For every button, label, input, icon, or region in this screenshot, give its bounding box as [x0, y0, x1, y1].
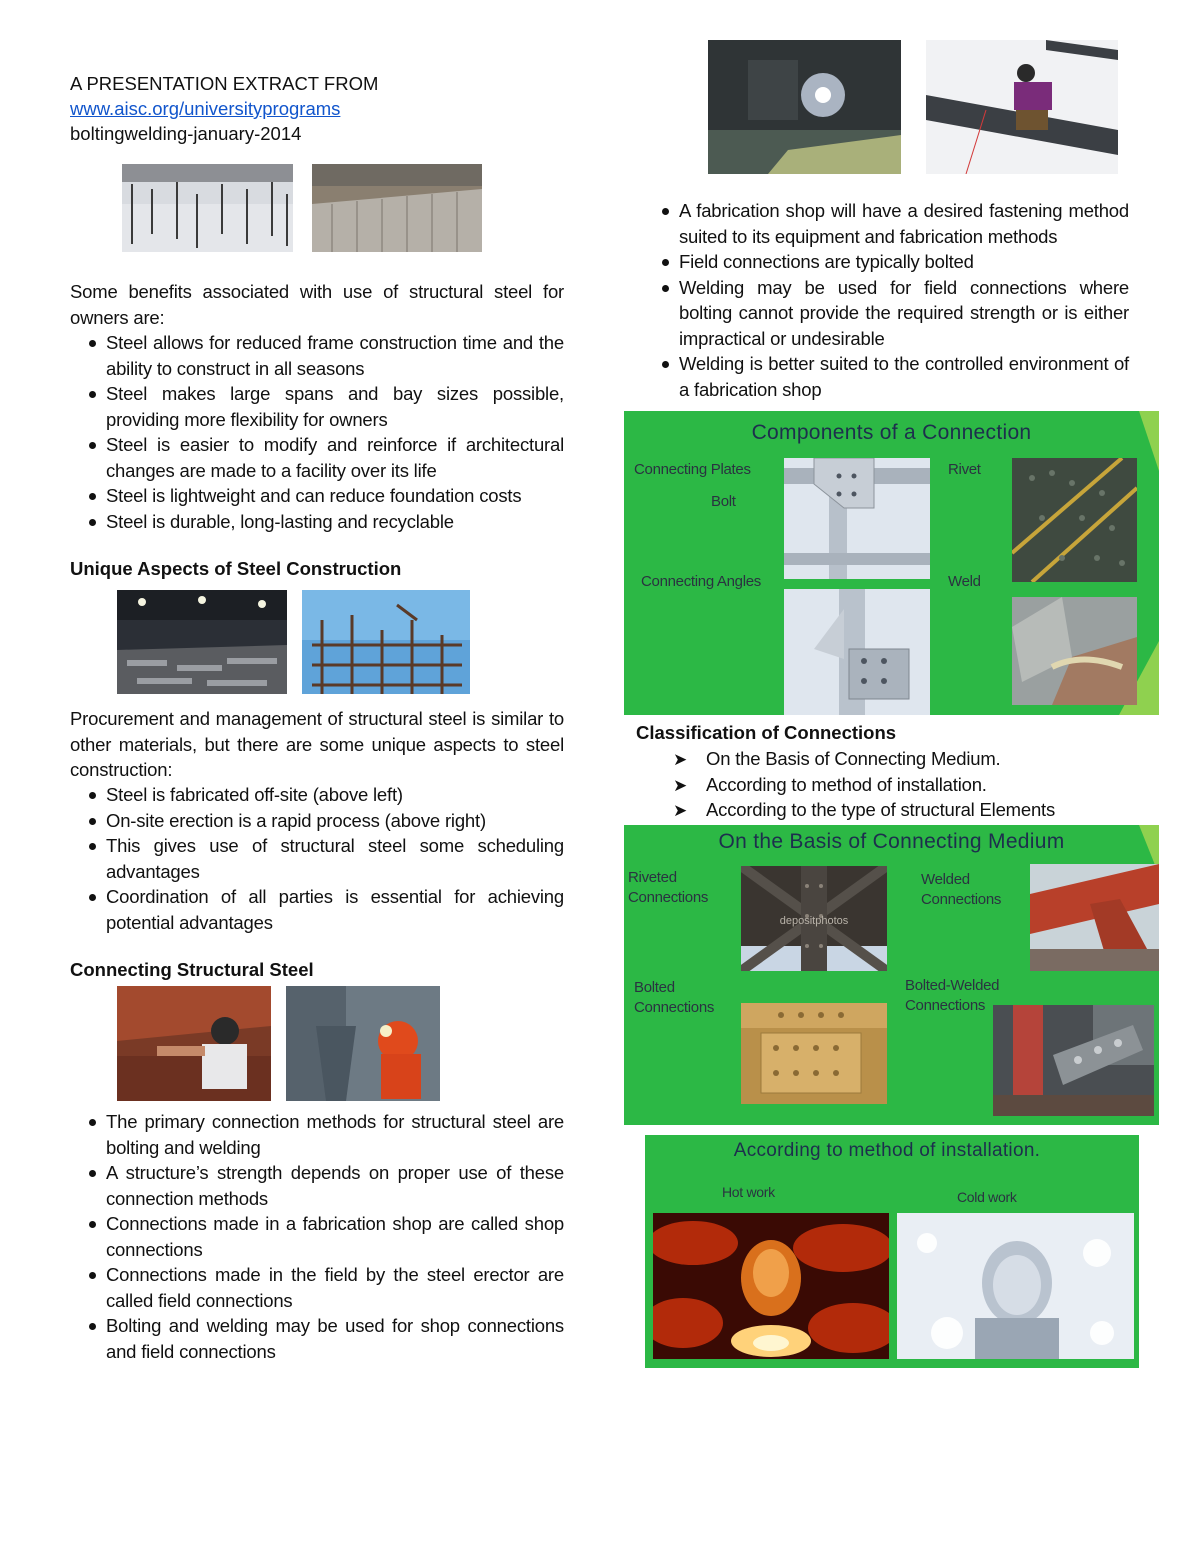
label-cold-work: Cold work [957, 1189, 1017, 1205]
right-bullet-list [643, 198, 1129, 402]
label-riveted-connections: Riveted Connections [628, 869, 709, 906]
bolted-connection-image [741, 1003, 887, 1104]
watermark-text: depositphotos [779, 915, 849, 927]
welded-connection-image [1030, 864, 1159, 971]
section-heading-unique: Unique Aspects of Steel Construction [70, 558, 402, 579]
list-item: Steel is easier to modify and reinforce if architectural changes are made to a facility over its life [70, 432, 564, 483]
list-item: Steel is fabricated off-site (above left) [70, 782, 564, 808]
label-weld: Weld [948, 573, 981, 590]
arrow-bullet-icon: ➤ [673, 750, 688, 769]
list-item: This gives use of structural steel some scheduling advantages [70, 833, 564, 884]
list-item: Welding is better suited to the controlled environment of a fabrication shop [643, 351, 1129, 402]
rivet-image [1012, 458, 1137, 582]
bolted-welded-connection-image [993, 1005, 1154, 1116]
list-item: Steel is durable, long-lasting and recyclable [70, 509, 564, 535]
label-rivet: Rivet [948, 461, 981, 478]
list-item: ➤ On the Basis of Connecting Medium. [636, 746, 1136, 772]
classification-list [636, 746, 1136, 823]
connecting-angles-image [784, 589, 930, 715]
label-bolted-connections: Bolted Connections [634, 979, 715, 1016]
aisc-link[interactable]: www.aisc.org/universityprograms [70, 98, 341, 119]
unique-list [70, 782, 564, 935]
list-item: The primary connection methods for structural steel are bolting and welding [70, 1109, 564, 1160]
slide-method-installation [645, 1135, 1139, 1368]
list-item: Connections made in the field by the steel erector are called field connections [70, 1262, 564, 1313]
list-item: Field connections are typically bolted [643, 249, 1129, 275]
weld-image [1012, 597, 1137, 705]
field-welder-photo [926, 40, 1118, 174]
cold-work-image [897, 1213, 1134, 1359]
label-connecting-angles: Connecting Angles [641, 573, 761, 590]
benefits-list [70, 330, 564, 534]
label-hot-work: Hot work [722, 1184, 775, 1200]
label-welded-connections: Welded Connections [921, 871, 1002, 908]
slide-connecting-medium [624, 825, 1159, 1125]
slide-title: Components of a Connection [751, 421, 1032, 444]
welding-worker-photo [286, 986, 440, 1101]
list-item: Steel makes large spans and bay sizes possible, providing more flexibility for owners [70, 381, 564, 432]
list-item: A fabrication shop will have a desired fastening method suited to its equipment and fabrication methods [643, 198, 1129, 249]
list-item: Welding may be used for field connections where bolting cannot provide the required strength or is either impractical or undesirable [643, 275, 1129, 352]
connecting-plates-image [784, 458, 930, 579]
bolting-worker-photo [117, 986, 271, 1101]
fabrication-shop-photo [117, 590, 287, 694]
slide-components [624, 411, 1159, 715]
connecting-list [70, 1109, 564, 1364]
construction-site-photo [122, 164, 293, 252]
section-heading-connecting: Connecting Structural Steel [70, 959, 314, 980]
section-heading-classification: Classification of Connections [636, 722, 897, 743]
list-item: ➤ According to method of installation. [636, 772, 1136, 798]
unique-intro: Procurement and management of structural steel is similar to other materials, but there are some unique aspects to steel construction: [70, 708, 564, 780]
list-item: On-site erection is a rapid process (above right) [70, 808, 564, 834]
foundation-walls-photo [312, 164, 482, 252]
header-subtitle: boltingwelding-january-2014 [70, 123, 302, 144]
steel-erection-photo [302, 590, 470, 694]
list-item: ➤ According to the type of structural Elements [636, 797, 1136, 823]
slide-title: According to method of installation. [733, 1140, 1041, 1161]
list-item: A structure’s strength depends on proper use of these connection methods [70, 1160, 564, 1211]
riveted-connection-image [741, 866, 887, 971]
label-bolt: Bolt [711, 493, 736, 510]
arrow-bullet-icon: ➤ [673, 801, 688, 820]
label-connecting-plates: Connecting Plates [634, 461, 751, 478]
benefits-intro: Some benefits associated with use of structural steel for owners are: [70, 281, 564, 328]
list-item: Steel is lightweight and can reduce foundation costs [70, 483, 564, 509]
hot-work-image [653, 1213, 889, 1359]
arrow-bullet-icon: ➤ [673, 775, 688, 795]
label-bolted-welded-connections: Bolted-Welded Connections [905, 977, 1000, 1014]
list-item: Steel allows for reduced frame construction time and the ability to construct in all seasons [70, 330, 564, 381]
document-header [70, 71, 378, 146]
list-item: Bolting and welding may be used for shop connections and field connections [70, 1313, 564, 1364]
header-title: A PRESENTATION EXTRACT FROM [70, 73, 379, 94]
list-item: Connections made in a fabrication shop are called shop connections [70, 1211, 564, 1262]
list-item: Coordination of all parties is essential for achieving potential advantages [70, 884, 564, 935]
slide-title: On the Basis of Connecting Medium [718, 830, 1065, 853]
shop-welding-photo [708, 40, 901, 174]
